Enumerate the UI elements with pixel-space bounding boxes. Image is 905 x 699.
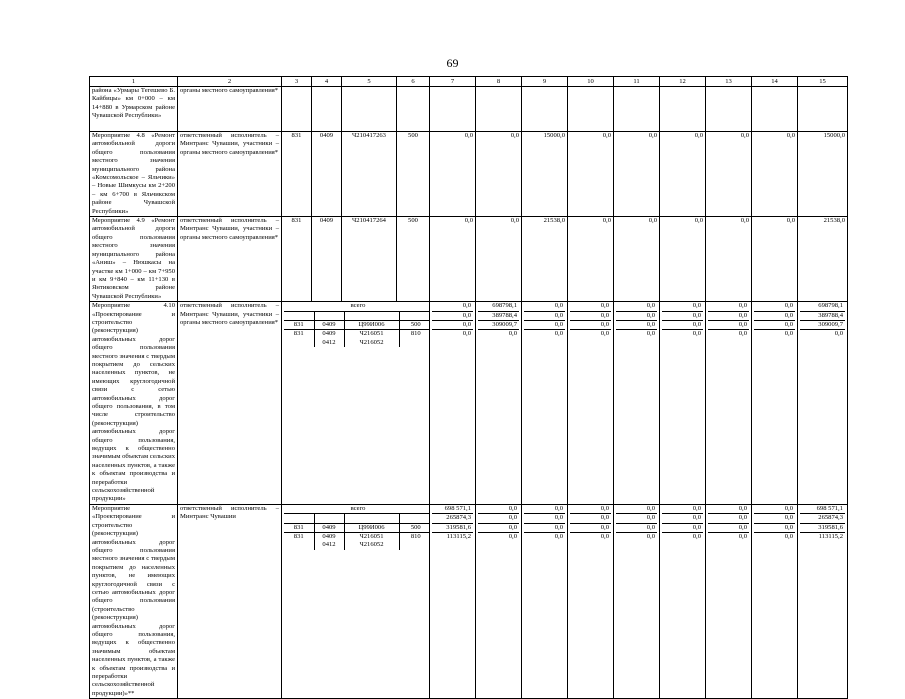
codes-line xyxy=(284,523,430,532)
value-line xyxy=(708,505,749,514)
value-subtable xyxy=(708,302,749,347)
value-line xyxy=(616,330,657,347)
value-subtable xyxy=(570,302,611,347)
value-subtable xyxy=(662,505,703,550)
value-cell: 0,0 xyxy=(476,132,522,217)
table-row xyxy=(90,217,848,302)
value-block xyxy=(476,504,522,698)
value-cell: 0,0 xyxy=(508,533,517,541)
value-cell: 0,0 xyxy=(524,514,565,523)
value-cell: 0,0 xyxy=(554,330,563,338)
value-cell: 0,0 xyxy=(476,217,522,302)
value-line xyxy=(616,523,657,532)
value-cell: 0,0 xyxy=(478,505,519,514)
section-code: 0409 xyxy=(312,217,342,302)
value-line xyxy=(524,311,565,320)
value-cell: 309009,7 xyxy=(478,320,519,329)
value-cell: 0,0 xyxy=(754,320,795,329)
value-line xyxy=(662,330,703,347)
value-line xyxy=(478,533,519,550)
expense-type-code: 500 xyxy=(397,217,430,302)
value-cell: 265874,3 xyxy=(800,514,845,523)
value-line xyxy=(754,514,795,523)
section-code xyxy=(314,514,344,523)
value-cell: 0,0 xyxy=(662,320,703,329)
header-cell: 4 xyxy=(312,77,342,87)
value-cell: 0,0 xyxy=(614,217,660,302)
codes-subtable xyxy=(284,302,430,347)
target-article-code: Ч216051 Ч216052 xyxy=(344,330,399,347)
empty-cell xyxy=(522,87,568,132)
value-line xyxy=(432,505,473,514)
program-table xyxy=(89,76,848,699)
expense-type-code xyxy=(399,514,430,523)
value-subtable xyxy=(800,505,845,550)
grbs-code: 831 xyxy=(284,330,314,347)
value-cell: 0,0 xyxy=(708,302,749,311)
value-cell: 0,0 xyxy=(754,311,795,320)
value-line xyxy=(616,514,657,523)
empty-cell xyxy=(342,87,397,132)
value-cell: 698798,1 xyxy=(478,302,519,311)
grbs-code: 831 xyxy=(282,132,312,217)
value-cell: 0,0 xyxy=(570,320,611,329)
value-line xyxy=(432,514,473,523)
target-article-code xyxy=(344,311,399,320)
value-line xyxy=(524,505,565,514)
value-subtable xyxy=(432,302,473,347)
value-cell: 0,0 xyxy=(754,523,795,532)
header-cell: 12 xyxy=(660,77,706,87)
value-line xyxy=(478,320,519,329)
target-article-code: Ч210417264 xyxy=(342,217,397,302)
responsible-executor: ответственный исполнитель – Минтранс Чувашии xyxy=(178,504,282,698)
value-cell: 0,0 xyxy=(784,533,793,541)
value-line xyxy=(432,523,473,532)
header-cell: 3 xyxy=(282,77,312,87)
value-line xyxy=(478,505,519,514)
value-cell: 389788,4 xyxy=(800,311,845,320)
header-cell: 9 xyxy=(522,77,568,87)
empty-cell xyxy=(752,87,798,132)
value-line xyxy=(478,514,519,523)
section-code: 0409 xyxy=(314,523,344,532)
value-line xyxy=(478,523,519,532)
value-line xyxy=(754,505,795,514)
value-cell: 0,0 xyxy=(430,217,476,302)
value-cell: 21538,0 xyxy=(798,217,848,302)
grbs-code: 831 xyxy=(282,217,312,302)
value-subtable xyxy=(800,302,845,347)
empty-cell xyxy=(660,87,706,132)
value-line xyxy=(524,514,565,523)
value-subtable xyxy=(754,505,795,550)
grbs-code xyxy=(284,311,314,320)
codes-block xyxy=(282,302,430,505)
value-line xyxy=(616,311,657,320)
value-line xyxy=(708,523,749,532)
value-cell: 113115,2 xyxy=(446,533,471,541)
expense-type-code: 500 xyxy=(399,320,430,329)
expense-type-code: 500 xyxy=(397,132,430,217)
value-cell: 0,0 xyxy=(432,311,473,320)
header-cell: 13 xyxy=(706,77,752,87)
header-cell: 11 xyxy=(614,77,660,87)
value-line xyxy=(800,302,845,311)
value-cell: 0,0 xyxy=(662,514,703,523)
empty-cell xyxy=(568,87,614,132)
value-line xyxy=(708,514,749,523)
grbs-code: 831 xyxy=(284,320,314,329)
value-line xyxy=(754,320,795,329)
value-cell: 0,0 xyxy=(568,132,614,217)
empty-cell xyxy=(706,87,752,132)
value-block xyxy=(522,302,568,505)
value-cell: 0,0 xyxy=(430,132,476,217)
value-subtable xyxy=(524,302,565,347)
value-line xyxy=(662,505,703,514)
section-code xyxy=(314,311,344,320)
value-line xyxy=(708,320,749,329)
value-cell: 0,0 xyxy=(784,330,793,338)
codes-line xyxy=(284,302,430,311)
empty-cell xyxy=(430,87,476,132)
value-block xyxy=(752,504,798,698)
empty-cell xyxy=(312,87,342,132)
value-line xyxy=(800,320,845,329)
value-cell: 0,0 xyxy=(708,320,749,329)
target-article-code xyxy=(344,514,399,523)
value-subtable xyxy=(570,505,611,550)
value-line xyxy=(662,311,703,320)
target-article-code: Ц99И006 xyxy=(344,523,399,532)
value-cell: 0,0 xyxy=(568,217,614,302)
value-cell: 0,0 xyxy=(570,514,611,523)
expense-type-code xyxy=(399,311,430,320)
value-cell: 0,0 xyxy=(570,523,611,532)
value-block xyxy=(614,504,660,698)
value-line xyxy=(524,533,565,550)
responsible-executor: ответственный исполнитель – Минтранс Чувашии, участники – органы местного самоуправления* xyxy=(178,132,282,217)
value-subtable xyxy=(478,302,519,347)
empty-cell xyxy=(282,87,312,132)
page-number: 69 xyxy=(446,56,459,70)
value-line xyxy=(616,302,657,311)
value-line xyxy=(662,302,703,311)
value-block xyxy=(568,504,614,698)
header-cell: 14 xyxy=(752,77,798,87)
value-cell: 0,0 xyxy=(708,523,749,532)
value-cell: 0,0 xyxy=(646,330,655,338)
value-cell: 0,0 xyxy=(646,533,655,541)
value-subtable xyxy=(662,302,703,347)
table-row xyxy=(90,132,848,217)
measure-description: района «Урмары Тегешево Б. Кайбицы» км 0+000 – км 14+880 в Урмарском районе Чувашской Республики» xyxy=(90,87,178,132)
value-cell: 0,0 xyxy=(616,320,657,329)
value-line xyxy=(616,533,657,550)
value-line xyxy=(524,320,565,329)
value-cell: 0,0 xyxy=(752,217,798,302)
value-cell: 0,0 xyxy=(692,533,701,541)
value-line xyxy=(478,311,519,320)
total-label: всего xyxy=(284,505,430,514)
value-cell: 0,0 xyxy=(662,523,703,532)
value-line xyxy=(432,311,473,320)
value-line xyxy=(570,330,611,347)
value-subtable xyxy=(432,505,473,550)
value-block xyxy=(430,302,476,505)
value-cell: 0,0 xyxy=(616,523,657,532)
value-cell: 0,0 xyxy=(478,523,519,532)
value-line xyxy=(800,311,845,320)
value-cell: 0,0 xyxy=(708,514,749,523)
value-block xyxy=(798,504,848,698)
value-block xyxy=(752,302,798,505)
codes-subtable xyxy=(284,505,430,550)
measure-description: Мероприятие «Проектирование и строительство (реконструкция) автомобильных дорог общего пользования местного значения с твердым покрытием до населенных пунктов, не имеющих круглогодичной связи с сетью автомобильных дорог общего пользования (строительство (реконструкция) автомобильных дорог общего пользования, ведущих к общественно значимым объектам населенных пунктов, а также к объектам производства и переработки сельскохозяйственной продукции)»** xyxy=(90,504,178,698)
value-block xyxy=(476,302,522,505)
value-cell: 0,0 xyxy=(524,302,565,311)
codes-line xyxy=(284,330,430,347)
section-code: 0409 xyxy=(314,320,344,329)
value-line xyxy=(570,302,611,311)
responsible-executor: ответственный исполнитель – Минтранс Чувашии, участники – органы местного самоуправления* xyxy=(178,302,282,505)
value-block xyxy=(568,302,614,505)
value-cell: 0,0 xyxy=(508,330,517,338)
value-block xyxy=(706,302,752,505)
value-cell: 0,0 xyxy=(752,132,798,217)
value-cell: 0,0 xyxy=(754,302,795,311)
value-cell: 319581,6 xyxy=(800,523,845,532)
target-article-code: Ц99И006 xyxy=(344,320,399,329)
empty-cell xyxy=(614,87,660,132)
value-cell: 0,0 xyxy=(554,533,563,541)
value-line xyxy=(570,523,611,532)
value-cell: 698 571,1 xyxy=(800,505,845,514)
value-line xyxy=(708,533,749,550)
value-line xyxy=(478,330,519,347)
value-cell: 0,0 xyxy=(754,505,795,514)
value-line xyxy=(800,523,845,532)
value-cell: 0,0 xyxy=(600,533,609,541)
value-block xyxy=(430,504,476,698)
value-cell: 0,0 xyxy=(524,505,565,514)
value-line xyxy=(800,514,845,523)
value-cell: 0,0 xyxy=(524,320,565,329)
empty-cell xyxy=(476,87,522,132)
table-row xyxy=(90,504,848,698)
empty-cell xyxy=(798,87,848,132)
header-cell: 5 xyxy=(342,77,397,87)
codes-line xyxy=(284,514,430,523)
value-cell: 0,0 xyxy=(662,311,703,320)
value-line xyxy=(432,330,473,347)
value-line xyxy=(754,302,795,311)
value-cell: 0,0 xyxy=(524,311,565,320)
value-cell: 0,0 xyxy=(834,330,843,338)
value-line xyxy=(800,330,845,347)
value-cell: 0,0 xyxy=(662,505,703,514)
value-line xyxy=(754,311,795,320)
value-subtable xyxy=(754,302,795,347)
value-cell: 0,0 xyxy=(478,514,519,523)
value-block xyxy=(614,302,660,505)
codes-line xyxy=(284,505,430,514)
value-cell: 0,0 xyxy=(462,330,471,338)
responsible-executor: ответственный исполнитель – Минтранс Чувашии, участники – органы местного самоуправления* xyxy=(178,217,282,302)
grbs-code: 831 xyxy=(284,523,314,532)
value-block xyxy=(660,504,706,698)
measure-description: Мероприятие 4.8 «Ремонт автомобильной дороги общего пользования местного значения муниципального района «Комсомольское – Яльчики» – Новые Шимкусы км 2+200 – км 6+700 в Яльчикском районе Чувашской Республики» xyxy=(90,132,178,217)
value-cell: 0,0 xyxy=(616,505,657,514)
value-cell: 0,0 xyxy=(432,302,473,311)
value-line xyxy=(616,320,657,329)
value-line xyxy=(570,533,611,550)
value-line xyxy=(524,523,565,532)
value-cell: 0,0 xyxy=(570,311,611,320)
value-subtable xyxy=(616,505,657,550)
value-cell: 0,0 xyxy=(524,523,565,532)
value-line xyxy=(800,533,845,550)
value-cell: 0,0 xyxy=(706,132,752,217)
value-cell: 0,0 xyxy=(738,330,747,338)
target-article-code: Ч216051 Ч216052 xyxy=(344,533,399,550)
header-cell: 7 xyxy=(430,77,476,87)
measure-description: Мероприятие 4.10 «Проектирование и строительство (реконструкция) автомобильных дорог общего пользования местного значения с твердым покрытием до сельских населенных пунктов, не имеющих круглогодичной связи с сетью автомобильных дорог общего пользования, в том числе строительство (реконструкция) автомобильных дорог общего пользования, ведущих к общественно значимым объектам сельских населенных пунктов, а также к объектам производства и переработки сельскохозяйственной продукции» xyxy=(90,302,178,505)
value-block xyxy=(522,504,568,698)
expense-type-code: 810 xyxy=(410,533,421,541)
value-cell: 0,0 xyxy=(662,302,703,311)
value-cell: 698798,1 xyxy=(800,302,845,311)
value-line xyxy=(800,505,845,514)
measure-description: Мероприятие 4.9 «Ремонт автомобильной дороги общего пользования местного значения муниципального района «Аниш» – Нюшкасы на участке км 1+000 – км 7+950 и км 9+840 – км 11+130 в Янтиковском районе Чувашской Республики» xyxy=(90,217,178,302)
value-cell: 0,0 xyxy=(660,132,706,217)
table-row xyxy=(90,87,848,132)
codes-block xyxy=(282,504,430,698)
value-cell: 0,0 xyxy=(614,132,660,217)
value-cell: 0,0 xyxy=(616,514,657,523)
value-cell: 0,0 xyxy=(706,217,752,302)
value-cell: 21538,0 xyxy=(522,217,568,302)
header-cell: 8 xyxy=(476,77,522,87)
value-cell: 0,0 xyxy=(660,217,706,302)
codes-line xyxy=(284,533,430,550)
grbs-code xyxy=(284,514,314,523)
value-block xyxy=(798,302,848,505)
value-cell: 0,0 xyxy=(570,505,611,514)
header-cell: 6 xyxy=(397,77,430,87)
value-cell: 0,0 xyxy=(616,302,657,311)
value-subtable xyxy=(616,302,657,347)
grbs-code: 831 xyxy=(284,533,314,550)
value-cell: 0,0 xyxy=(616,311,657,320)
value-cell: 0,0 xyxy=(570,302,611,311)
value-line xyxy=(754,533,795,550)
value-cell: 0,0 xyxy=(692,330,701,338)
responsible-executor: органы местного самоуправления* xyxy=(178,87,282,132)
section-code: 0409 0412 xyxy=(314,330,344,347)
value-line xyxy=(662,523,703,532)
value-line xyxy=(478,302,519,311)
header-row xyxy=(90,77,848,87)
header-cell: 1 xyxy=(90,77,178,87)
value-cell: 0,0 xyxy=(738,533,747,541)
expense-type-code: 500 xyxy=(399,523,430,532)
value-block xyxy=(660,302,706,505)
header-cell: 2 xyxy=(178,77,282,87)
value-line xyxy=(524,302,565,311)
value-cell: 265874,3 xyxy=(432,514,473,523)
value-line xyxy=(662,514,703,523)
codes-line xyxy=(284,311,430,320)
header-cell: 10 xyxy=(568,77,614,87)
value-line xyxy=(570,514,611,523)
value-cell: 113115,2 xyxy=(818,533,843,541)
empty-cell xyxy=(397,87,430,132)
value-line xyxy=(570,505,611,514)
value-line xyxy=(662,320,703,329)
value-cell: 15000,0 xyxy=(798,132,848,217)
value-cell: 698 571,1 xyxy=(432,505,473,514)
value-line xyxy=(754,330,795,347)
expense-type-code: 810 xyxy=(410,330,421,338)
value-line xyxy=(708,330,749,347)
value-line xyxy=(570,320,611,329)
value-line xyxy=(708,302,749,311)
section-code: 0409 xyxy=(312,132,342,217)
value-cell: 0,0 xyxy=(708,311,749,320)
value-line xyxy=(524,330,565,347)
value-subtable xyxy=(708,505,749,550)
value-block xyxy=(706,504,752,698)
target-article-code: Ч210417263 xyxy=(342,132,397,217)
value-cell: 0,0 xyxy=(432,320,473,329)
value-line xyxy=(432,320,473,329)
value-cell: 309009,7 xyxy=(800,320,845,329)
value-cell: 15000,0 xyxy=(522,132,568,217)
value-subtable xyxy=(524,505,565,550)
value-line xyxy=(662,533,703,550)
value-line xyxy=(754,523,795,532)
value-cell: 0,0 xyxy=(600,330,609,338)
value-line xyxy=(432,302,473,311)
table-row xyxy=(90,302,848,505)
value-cell: 389788,4 xyxy=(478,311,519,320)
value-line xyxy=(616,505,657,514)
section-code: 0409 0412 xyxy=(314,533,344,550)
total-label: всего xyxy=(284,302,430,311)
value-line xyxy=(432,533,473,550)
value-line xyxy=(708,311,749,320)
header-cell: 15 xyxy=(798,77,848,87)
value-cell: 0,0 xyxy=(754,514,795,523)
value-subtable xyxy=(478,505,519,550)
value-cell: 319581,6 xyxy=(432,523,473,532)
value-line xyxy=(570,311,611,320)
value-cell: 0,0 xyxy=(708,505,749,514)
codes-line xyxy=(284,320,430,329)
